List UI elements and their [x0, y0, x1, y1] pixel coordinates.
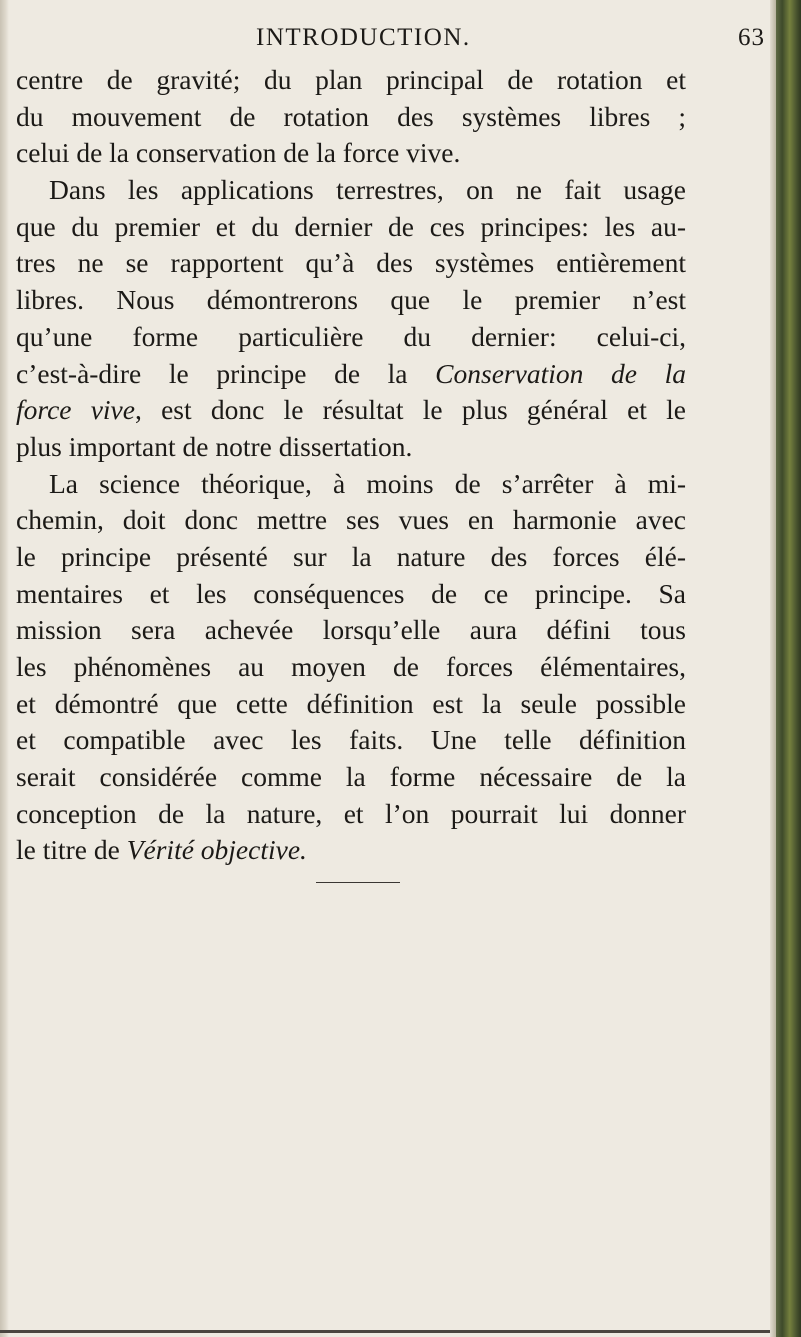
text-line: tres ne se rapportent qu’à des systèmes entièrement: [16, 247, 686, 279]
running-title: INTRODUCTION.: [256, 24, 471, 51]
italic-text-segment: Vérité objective.: [126, 834, 307, 866]
text-line: mission sera achevée lorsqu’elle aura défini tous: [16, 614, 686, 646]
text-line: et compatible avec les faits. Une telle définition: [16, 724, 686, 756]
italic-text-segment: force vive: [16, 394, 135, 426]
text-line: centre de gravité; du plan principal de rotation et: [16, 64, 686, 95]
text-line: La science théorique, à moins de s’arrêter à mi-: [49, 467, 686, 499]
bottom-rule: [0, 1330, 770, 1333]
text-line: qu’une forme particulière du dernier: celui-ci,: [16, 320, 686, 352]
text-line: et démontré que cette définition est la seule possible: [16, 687, 686, 719]
text-segment: le titre de: [16, 834, 120, 866]
page-number: 63: [738, 24, 765, 51]
text-line: libres. Nous démontrerons que le premier n’est: [16, 284, 686, 316]
text-line: [16, 832, 686, 869]
text-line: [16, 392, 686, 429]
text-line: plus important de notre dissertation.: [16, 430, 413, 462]
text-line: le principe présenté sur la nature des forces élé-: [16, 540, 686, 572]
italic-text-segment: Conservation de la: [435, 357, 686, 389]
text-segment: , est donc le résultat le plus général et le: [134, 394, 687, 426]
body-text: [16, 62, 686, 869]
text-line: celui de la conservation de la force vive.: [16, 137, 461, 169]
text-segment: c’est-à-dire le principe de la: [16, 357, 408, 389]
text-line: Dans les applications terrestres, on ne fait usage: [49, 174, 686, 206]
text-line: du mouvement de rotation des systèmes libres ;: [16, 100, 686, 132]
page-left-edge: [0, 0, 9, 1337]
text-line: mentaires et les conséquences de ce principe. Sa: [16, 577, 686, 609]
book-spine: [776, 0, 801, 1337]
text-line: conception de la nature, et l’on pourrait lui donner: [16, 797, 686, 829]
text-line: [16, 356, 686, 393]
text-line: chemin, doit donc mettre ses vues en harmonie avec: [16, 504, 686, 536]
section-divider: [316, 882, 400, 883]
text-line: les phénomènes au moyen de forces élémentaires,: [16, 651, 686, 682]
text-line: serait considérée comme la forme nécessaire de la: [16, 761, 686, 793]
text-line: que du premier et du dernier de ces principes: les au-: [16, 210, 686, 242]
running-head: [0, 24, 770, 54]
